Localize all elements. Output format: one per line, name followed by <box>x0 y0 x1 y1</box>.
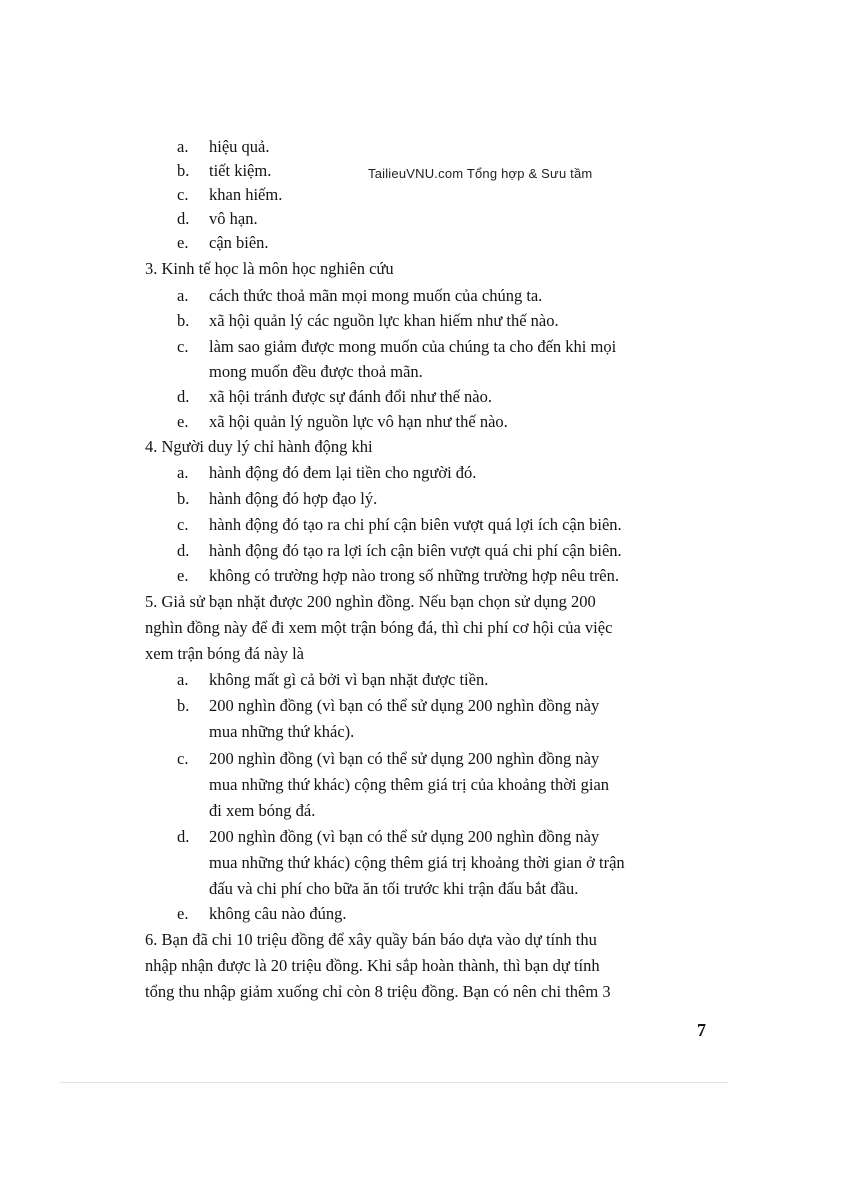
option-text: xã hội tránh được sự đánh đổi như thế nào. <box>209 387 492 406</box>
option-text: làm sao giảm được mong muốn của chúng ta cho đến khi mọi <box>209 337 617 356</box>
option-text: 200 nghìn đồng (vì bạn có thể sử dụng 200 nghìn đồng này <box>209 827 600 846</box>
option-label: b. <box>177 311 190 330</box>
option-text: không có trường hợp nào trong số những trường hợp nêu trên. <box>209 566 620 585</box>
option-label: b. <box>177 489 190 508</box>
option-label: a. <box>177 670 189 689</box>
option-text: không mất gì cả bởi vì bạn nhặt được tiền. <box>209 670 489 689</box>
option-label: d. <box>177 541 190 560</box>
question-stem: 3. Kinh tế học là môn học nghiên cứu <box>145 259 394 278</box>
option-text: hành động đó đem lại tiền cho người đó. <box>209 463 477 482</box>
option-text: cận biên. <box>209 233 269 252</box>
option-label: a. <box>177 137 189 156</box>
option-text: đi xem bóng đá. <box>209 801 316 820</box>
option-label: a. <box>177 286 189 305</box>
watermark-text: TailieuVNU.com Tổng hợp & Sưu tầm <box>368 166 593 181</box>
option-text: tiết kiệm. <box>209 161 272 180</box>
question-stem: 5. Giả sử bạn nhặt được 200 nghìn đồng. Nếu bạn chọn sử dụng 200 <box>145 592 596 611</box>
footer-divider <box>60 1082 728 1083</box>
option-label: c. <box>177 515 189 534</box>
option-label: b. <box>177 696 190 715</box>
question-stem: nghìn đồng này để đi xem một trận bóng đá, thì chi phí cơ hội của việc <box>145 618 613 637</box>
option-label: e. <box>177 566 189 585</box>
option-label: a. <box>177 463 189 482</box>
question-stem: xem trận bóng đá này là <box>145 644 304 663</box>
option-label: c. <box>177 337 189 356</box>
option-text: cách thức thoả mãn mọi mong muốn của chúng ta. <box>209 286 543 305</box>
option-label: d. <box>177 387 190 406</box>
question-stem: tổng thu nhập giảm xuống chỉ còn 8 triệu đồng. Bạn có nên chi thêm 3 <box>145 982 611 1001</box>
option-text: xã hội quản lý nguồn lực vô hạn như thế nào. <box>209 412 508 431</box>
option-text: mua những thứ khác). <box>209 722 355 741</box>
question-stem: 4. Người duy lý chỉ hành động khi <box>145 437 373 456</box>
option-text: hành động đó tạo ra chi phí cận biên vượt quá lợi ích cận biên. <box>209 515 622 534</box>
option-label: e. <box>177 233 189 252</box>
option-label: e. <box>177 904 189 923</box>
option-label: e. <box>177 412 189 431</box>
option-text: xã hội quản lý các nguồn lực khan hiếm như thế nào. <box>209 311 559 330</box>
option-text: không câu nào đúng. <box>209 904 347 923</box>
option-text: đấu và chi phí cho bữa ăn tối trước khi trận đấu bắt đầu. <box>209 879 579 898</box>
option-label: b. <box>177 161 190 180</box>
page-number: 7 <box>697 1020 706 1040</box>
option-label: d. <box>177 827 190 846</box>
option-text: khan hiếm. <box>209 185 283 204</box>
option-label: c. <box>177 185 189 204</box>
option-text: mong muốn đều được thoả mãn. <box>209 362 423 381</box>
question-stem: nhập nhận được là 20 triệu đồng. Khi sắp hoàn thành, thì bạn dự tính <box>145 956 600 975</box>
option-label: c. <box>177 749 189 768</box>
option-label: d. <box>177 209 190 228</box>
option-text: mua những thứ khác) cộng thêm giá trị của khoảng thời gian <box>209 775 610 794</box>
option-text: 200 nghìn đồng (vì bạn có thể sử dụng 200 nghìn đồng này <box>209 749 600 768</box>
option-text: hành động đó tạo ra lợi ích cận biên vượt quá chi phí cận biên. <box>209 541 622 560</box>
option-text: mua những thứ khác) cộng thêm giá trị khoảng thời gian ở trận <box>209 853 625 872</box>
option-text: vô hạn. <box>209 209 258 228</box>
option-text: 200 nghìn đồng (vì bạn có thể sử dụng 200 nghìn đồng này <box>209 696 600 715</box>
question-stem: 6. Bạn đã chi 10 triệu đồng để xây quầy bán báo dựa vào dự tính thu <box>145 930 597 949</box>
option-text: hành động đó hợp đạo lý. <box>209 489 378 508</box>
option-text: hiệu quả. <box>209 137 270 156</box>
